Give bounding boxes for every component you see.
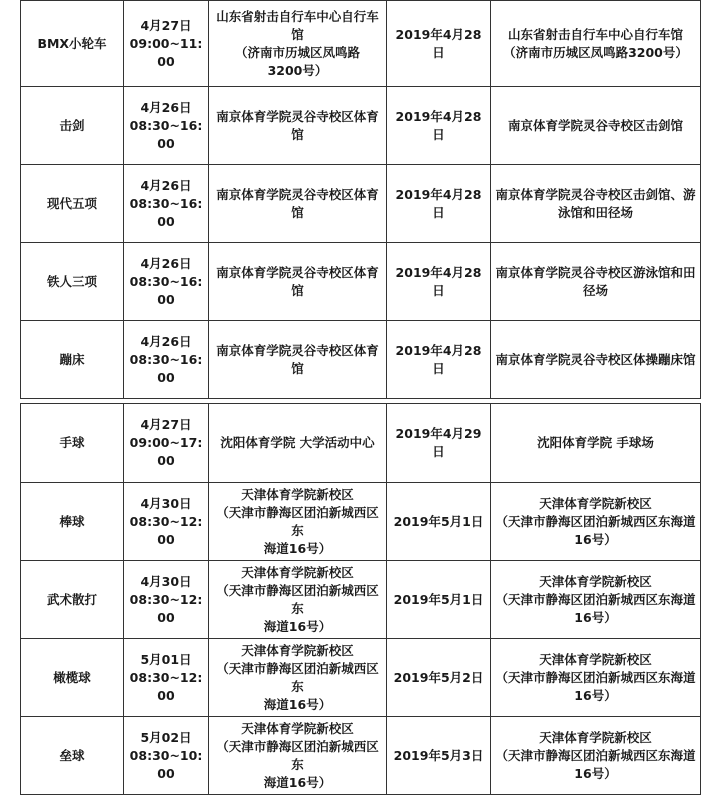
location-line: 沈阳体育学院 手球场 [537,435,654,450]
competition-location-cell [491,561,701,639]
registration-time-cell [124,1,209,87]
location-line: 16号） [574,609,617,625]
sport-cell: 击剑 [21,87,124,165]
venue-line: （济南市历城区凤鸣路 [234,44,360,60]
table-row [21,321,701,399]
competition-date-cell: 2019年4月28日 [387,321,491,399]
competition-location-cell [491,165,701,243]
venue-line: （天津市静海区团泊新城西区东 [216,738,379,772]
competition-date-cell: 2019年5月2日 [387,639,491,717]
registration-venue-cell [209,165,387,243]
registration-hours: 08:30~10:00 [129,747,203,781]
registration-time-cell [124,639,209,717]
table-row [21,717,701,795]
registration-time-cell [124,243,209,321]
location-line: 南京体育学院灵谷寺校区击剑馆 [507,117,683,133]
registration-venue-cell [209,321,387,399]
table-row [21,87,701,165]
registration-date: 4月30日 [140,573,192,589]
location-line: 16号） [574,687,617,703]
location-line: 16号） [574,765,617,781]
registration-hours: 08:30~12:00 [129,669,203,703]
registration-date: 4月26日 [140,99,192,115]
registration-date: 4月27日 [140,417,192,432]
venue-line: 南京体育学院灵谷寺校区体育馆 [216,264,379,298]
competition-location-cell [491,243,701,321]
venue-line: 海道16号） [263,774,332,790]
venue-line: 海道16号） [263,540,332,556]
table-row [21,1,701,87]
registration-time-cell [124,87,209,165]
location-line: 山东省射击自行车中心自行车馆 [507,26,683,42]
location-line: 天津体育学院新校区 [539,651,652,667]
registration-time-cell [124,165,209,243]
registration-hours: 08:30~16:00 [129,195,203,229]
competition-date-cell: 2019年4月28日 [387,243,491,321]
registration-venue-cell [209,1,387,87]
sport-cell: 蹦床 [21,321,124,399]
competition-date-cell: 2019年4月28日 [387,87,491,165]
venue-line: 天津体育学院新校区 [241,720,354,736]
sport-cell: 垒球 [21,717,124,795]
location-line: （天津市静海区团泊新城西区东海道 [495,669,696,685]
sport-cell: 棒球 [21,483,124,561]
venue-line: 天津体育学院新校区 [241,642,354,658]
registration-hours: 08:30~16:00 [129,351,203,385]
registration-date: 5月01日 [140,651,192,667]
location-line: 天津体育学院新校区 [539,573,652,589]
table-row [21,561,701,639]
competition-location-cell [491,639,701,717]
registration-venue-cell [209,404,387,483]
location-line: 天津体育学院新校区 [539,729,652,745]
competition-location-cell [491,87,701,165]
location-line: 径场 [582,282,608,298]
registration-venue-cell [209,717,387,795]
location-line: 泳馆和田径场 [557,204,633,220]
table-row [21,483,701,561]
location-line: 天津体育学院新校区 [539,495,652,511]
venue-line: 沈阳体育学院 大学活动中心 [220,435,375,450]
registration-time-cell [124,717,209,795]
venue-line: 海道16号） [263,696,332,712]
registration-date: 4月26日 [140,255,192,271]
venue-line: 南京体育学院灵谷寺校区体育馆 [216,108,379,142]
competition-date-cell: 2019年5月3日 [387,717,491,795]
venue-line: （天津市静海区团泊新城西区东 [216,504,379,538]
venue-line: 天津体育学院新校区 [241,486,354,502]
registration-date: 4月26日 [140,177,192,193]
sport-cell: 手球 [21,404,124,483]
sport-cell: 武术散打 [21,561,124,639]
competition-location-cell [491,321,701,399]
registration-hours: 08:30~16:00 [129,273,203,307]
competition-location-cell [491,483,701,561]
location-line: 南京体育学院灵谷寺校区体操蹦床馆 [495,351,696,367]
competition-location-cell [491,404,701,483]
competition-date-cell: 2019年4月28日 [387,1,491,87]
registration-hours: 09:00~11:00 [129,35,203,69]
venue-line: （天津市静海区团泊新城西区东 [216,582,379,616]
venue-line: 南京体育学院灵谷寺校区体育馆 [216,342,379,376]
competition-date-cell: 2019年5月1日 [387,483,491,561]
registration-time-cell [124,404,209,483]
venue-line: 南京体育学院灵谷寺校区体育馆 [216,186,379,220]
competition-date-cell: 2019年4月29日 [387,404,491,483]
schedule-table-2 [20,403,701,795]
schedule-table-1 [20,0,701,399]
registration-hours: 08:30~16:00 [129,117,203,151]
location-line: 南京体育学院灵谷寺校区游泳馆和田 [495,264,696,280]
location-line: 南京体育学院灵谷寺校区击剑馆、游 [495,186,696,202]
table-row [21,243,701,321]
location-line: （天津市静海区团泊新城西区东海道 [495,513,696,529]
registration-hours: 08:30~12:00 [129,591,203,625]
venue-line: （天津市静海区团泊新城西区东 [216,660,379,694]
registration-hours: 09:00~17:00 [129,435,203,468]
competition-location-cell [491,717,701,795]
registration-time-cell [124,483,209,561]
registration-venue-cell [209,639,387,717]
competition-location-cell [491,1,701,87]
venue-line: 山东省射击自行车中心自行车馆 [216,8,379,42]
registration-date: 4月27日 [140,17,192,33]
location-line: （天津市静海区团泊新城西区东海道 [495,591,696,607]
registration-time-cell [124,321,209,399]
competition-date-cell: 2019年4月28日 [387,165,491,243]
registration-date: 5月02日 [140,729,192,745]
registration-time-cell [124,561,209,639]
registration-venue-cell [209,561,387,639]
sport-cell: BMX小轮车 [21,1,124,87]
location-line: （天津市静海区团泊新城西区东海道 [495,747,696,763]
sport-cell: 橄榄球 [21,639,124,717]
sport-cell: 现代五项 [21,165,124,243]
venue-line: 海道16号） [263,618,332,634]
registration-date: 4月30日 [140,495,192,511]
sport-cell: 铁人三项 [21,243,124,321]
registration-date: 4月26日 [140,333,192,349]
table-row [21,404,701,483]
registration-hours: 08:30~12:00 [129,513,203,547]
location-line: 16号） [574,531,617,547]
table-row [21,639,701,717]
venue-line: 3200号） [267,62,328,78]
registration-venue-cell [209,87,387,165]
registration-venue-cell [209,243,387,321]
table-row [21,165,701,243]
venue-line: 天津体育学院新校区 [241,564,354,580]
location-line: （济南市历城区凤鸣路3200号） [503,44,688,60]
registration-venue-cell [209,483,387,561]
competition-date-cell: 2019年5月1日 [387,561,491,639]
